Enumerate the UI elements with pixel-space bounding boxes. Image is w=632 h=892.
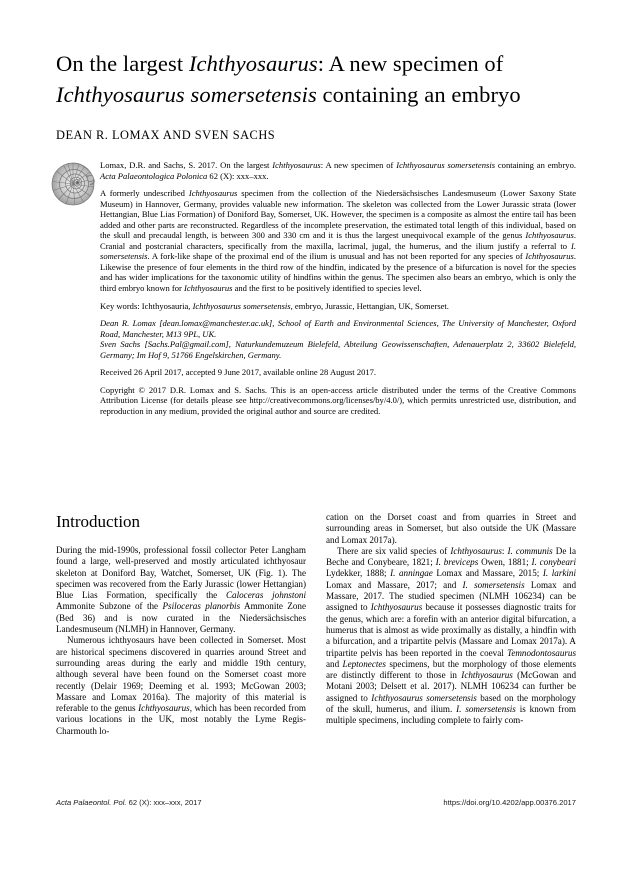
rp2-it3: I. breviceps bbox=[435, 557, 479, 568]
lp1-it1: Caloceras johnstoni bbox=[225, 590, 306, 601]
left-paragraph-2 bbox=[56, 635, 306, 737]
page-title bbox=[56, 48, 576, 110]
citation-journal: Acta Palaeontologica Polonica bbox=[100, 170, 208, 181]
citation-pre: Lomax, D.R. and Sachs, S. 2017. On the largest bbox=[100, 160, 273, 170]
body-column-left bbox=[56, 545, 306, 737]
rp2-e: Lydekker, 1888; bbox=[326, 568, 391, 579]
rp2-it7: I. somersetensis bbox=[462, 579, 525, 590]
citation-tail: 62 (X): xxx–xxx. bbox=[207, 170, 269, 181]
citation-post: containing an embryo. bbox=[495, 160, 576, 170]
abstract-f: and the first to be positively identified to species level. bbox=[232, 283, 422, 294]
footer-journal-issue: 62 (X): xxx–xxx, 2017 bbox=[126, 798, 202, 807]
rp2-it4: I. conybeari bbox=[531, 557, 576, 568]
title-part-2: : A new specimen of bbox=[317, 51, 504, 76]
rp2-it9: Temnodontosaurus bbox=[507, 647, 576, 658]
rp2-it10: Leptonectes bbox=[342, 658, 386, 669]
abstract-b: specimen from the collection of the Niedersächsisches Landesmuseum (Lower Saxony State Museum) in Hannover, Germany, provides valuable new information. The skeleton was collected from the Lower Jurassic strata (lower Hettangian, Blue Lias Formation) of Doniford Bay, Somerset, UK. However, the specimen is a composite as almost the entire tail has been added and other parts are reconstructed. Regardless of the incomplete preservation, the estimated total length of this individual, based on the skull and precaudal length, is between 300 and 330 cm and it is thus the largest unequivocal example of the genus bbox=[100, 188, 576, 241]
title-part-3: containing an embryo bbox=[316, 82, 521, 107]
author-list: DEAN R. LOMAX AND SVEN SACHS bbox=[56, 128, 276, 142]
rp2-c: De la Beche and Conybeare, 1821; bbox=[326, 545, 576, 568]
footer-journal-reference bbox=[56, 798, 202, 807]
affiliations-block bbox=[100, 318, 576, 360]
body-column-right bbox=[326, 512, 576, 727]
ammonite-fossil-logo-icon bbox=[48, 158, 100, 210]
right-paragraph-1: cation on the Dorset coast and from quarries in Street and surrounding areas in Somerset, but also outside the UK (Massare and Lomax 2017a). bbox=[326, 512, 576, 545]
abstract-genus-2: Ichthyosaurus bbox=[525, 230, 574, 241]
lp2-it1: Ichthyosaurus bbox=[138, 703, 190, 714]
rp2-n: is known from multiple specimens, including complete to fairly com- bbox=[326, 704, 576, 726]
rp2-a: There are six valid species of bbox=[337, 545, 451, 556]
section-heading-introduction: Introduction bbox=[56, 512, 141, 531]
rp2-it8: Ichthyosaurus bbox=[370, 602, 423, 613]
rp2-it12: Ichthyosaurus somersetensis bbox=[371, 692, 477, 703]
rp2-it6: I. larkini bbox=[542, 568, 576, 579]
rp2-it2: I. communis bbox=[507, 545, 553, 556]
abstract-d: . A fork-like shape of the proximal end of the ilium is unusual and has not been reported for any species of bbox=[147, 251, 526, 262]
title-block bbox=[56, 48, 576, 110]
abstract-genus-3: Ichthyosaurus bbox=[525, 251, 574, 262]
title-part-1: On the largest bbox=[56, 51, 189, 76]
keywords-species: Ichthyosaurus somersetensis bbox=[192, 300, 291, 311]
rp2-g: Lomax and Massare, 2017; and bbox=[326, 579, 463, 590]
abstract-genus-1: Ichthyosaurus bbox=[188, 188, 238, 199]
footer-doi-link[interactable]: https://doi.org/10.4202/app.00376.2017 bbox=[443, 798, 576, 807]
keywords-post: , embryo, Jurassic, Hettangian, UK, Somerset. bbox=[290, 300, 449, 311]
left-paragraph-1 bbox=[56, 545, 306, 635]
rp2-l: (McGowan and Motani 2003; Delsett et al. 2017). NLMH 106234 can further be assigned to bbox=[326, 670, 576, 703]
copyright-notice: Copyright © 2017 D.R. Lomax and S. Sachs. This is an open-access article distributed under the terms of the Creative Commons Attribution License (for details please see http://creativecommons.org/licenses/by/4.0/), which permits unrestricted use, distribution, and reproduction in any medium, provided the original author and source are credited. bbox=[100, 384, 576, 416]
rp2-d: Owen, 1881; bbox=[478, 557, 532, 568]
keywords-pre: Ichthyosauria, bbox=[141, 300, 193, 311]
front-matter bbox=[100, 160, 576, 416]
abstract-genus-4: Ichthyosaurus bbox=[184, 283, 233, 294]
rp2-b: : bbox=[501, 545, 508, 556]
lp2-a: Numerous ichthyosaurs have been collected in Somerset. Most are historical specimens discovered in quarries around Street and surrounding areas during the early and middle 19th century, although several have been found on the Somerset coast more recently (Delair 1969; Deeming et al. 1993; McGowan 2003; Massare and Lomax 2016a). The majority of this material is referable to the genus bbox=[56, 635, 306, 714]
keywords-label: Key words: bbox=[100, 300, 142, 311]
citation-species: Ichthyosaurus somersetensis bbox=[396, 160, 496, 170]
keywords-line bbox=[100, 301, 576, 312]
rp2-h: Lomax and Massare, 2017. The studied specimen (NLMH 106234) can be assigned to bbox=[326, 579, 577, 613]
abstract-paragraph bbox=[100, 188, 576, 293]
title-genus-1: Ichthyosaurus bbox=[188, 51, 318, 76]
abstract-a: A formerly undescribed bbox=[100, 188, 189, 199]
citation-line bbox=[100, 160, 576, 181]
footer-journal-title: Acta Palaeontol. Pol. bbox=[56, 798, 127, 807]
lp1-it2: Psiloceras planorbis bbox=[162, 601, 241, 612]
page-footer bbox=[56, 798, 576, 807]
citation-mid: : A new specimen of bbox=[320, 160, 397, 170]
rp2-f: Lomax and Massare, 2015; bbox=[432, 568, 543, 579]
rp2-k: specimens, but the morphology of those elements are distinctly different to those in bbox=[326, 658, 576, 681]
lp1-c: Ammonite Zone (Bed 36) and is now curated in the Niedersächsisches Landesmuseum (NLMH) in Hannover, Germany. bbox=[56, 601, 306, 635]
right-paragraph-2 bbox=[326, 546, 576, 727]
lp1-a: During the mid-1990s, professional fossil collector Peter Langham found a large, well-preserved and mostly articulated ichthyosaur skeleton at Doniford Bay, Watchet, Somerset, UK (Fig. 1). The specimen was recovered from the Early Jurassic (lower Hettangian) Blue Lias Formation, specifically the bbox=[56, 545, 306, 601]
lp1-b: Ammonite Subzone of the bbox=[56, 601, 163, 612]
title-species: Ichthyosaurus somersetensis bbox=[56, 82, 317, 107]
lp2-b: , which has been recorded from various locations in the UK, most notably the Lyme Regis-Charmouth lo- bbox=[56, 703, 307, 736]
rp2-it11: Ichthyosaurus bbox=[461, 670, 513, 681]
abstract-species-1: I. somersetensis bbox=[100, 240, 576, 262]
rp2-i: because it possesses diagnostic traits for the genus, which are: a forefin with an anterior digital bifurcation, a humerus that is almost as wide proximally as distally, a hindfin with a bifurcation, and a tripartite pelvis (Massare and Lomax 2017a). A tripartite pelvis has been reported in the coeval bbox=[326, 602, 576, 658]
affiliation-author-2: Sven Sachs [Sachs.Pal@gmail.com], Naturkundemuzeum Bielefeld, Abteilung Geowissenschaften, Adenauerplatz 2, 33602 Bielefeld, Germany; Im Hof 9, 51766 Engelskirchen, Germany. bbox=[100, 339, 576, 360]
abstract-c: . Cranial and postcranial characters, specifically from the maxilla, lacrimal, jugal, the humerus, and the ilium justify a referral to bbox=[100, 230, 576, 251]
citation-genus: Ichthyosaurus bbox=[272, 160, 321, 170]
rp2-j: and bbox=[326, 658, 343, 669]
received-dates: Received 26 April 2017, accepted 9 June 2017, available online 28 August 2017. bbox=[100, 367, 377, 378]
abstract-e: . Likewise the presence of four elements in the third row of the hindfin, indicated by the presence of a bifurcation is novel for the species and has wider implications for the taxonomic utility of hindfins within the genus. The specimen also bears an embryo, which is only the third embryo known for bbox=[100, 251, 576, 294]
rp2-m: based on the morphology of the skull, humerus, and ilium. bbox=[326, 692, 576, 715]
rp2-it1: Ichthyosaurus bbox=[450, 545, 502, 556]
rp2-it5: I. anningae bbox=[390, 568, 433, 579]
affiliation-author-1: Dean R. Lomax [dean.lomax@manchester.ac.uk], School of Earth and Environmental Sciences, The University of Manchester, Oxford Road, Manchester, M13 9PL, UK. bbox=[100, 318, 576, 339]
rp2-it13: I. somersetensis bbox=[456, 704, 516, 715]
